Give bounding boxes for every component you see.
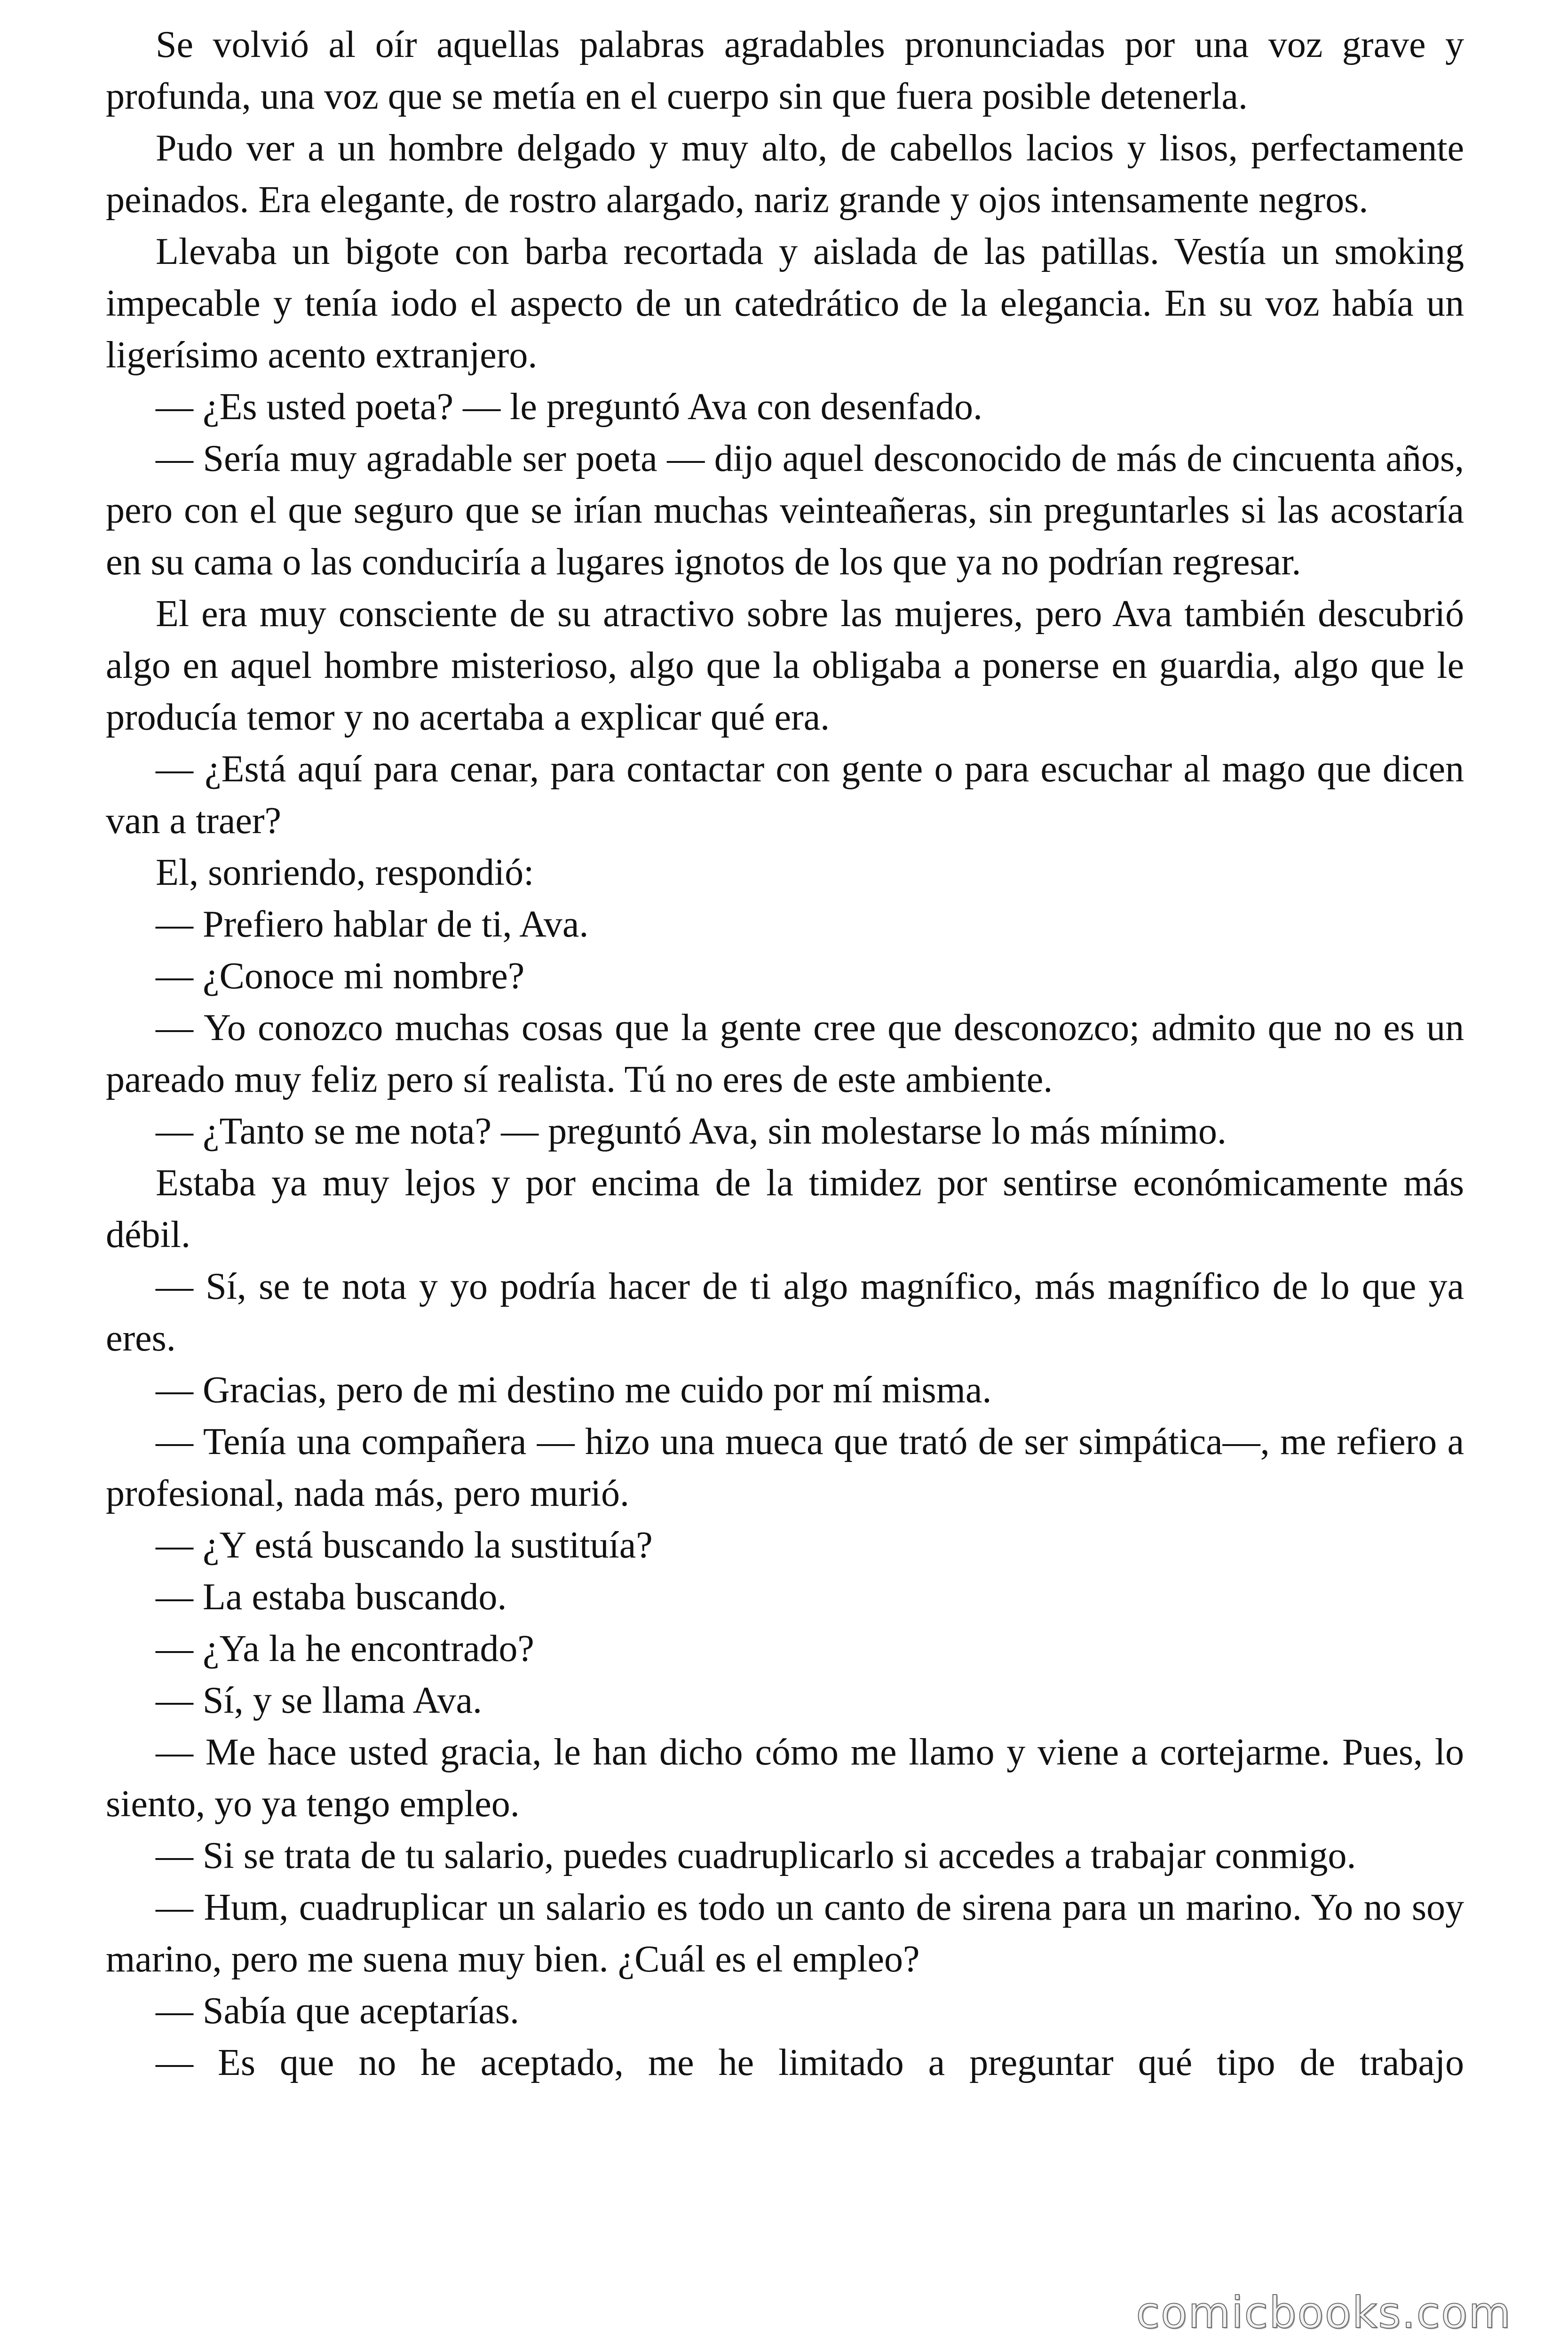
- paragraph-11: — Yo conozco muchas cosas que la gente cree que desconozco; admito que no es un pareado muy feliz pero sí realista. Tú no eres de este ambiente.: [106, 1007, 1464, 1100]
- paragraph-25: — Es que no he aceptado, me he limitado a preguntar qué tipo de trabajo: [156, 2042, 1464, 2083]
- paragraph-18: — La estaba buscando.: [156, 1576, 507, 1618]
- paragraph-2: Pudo ver a un hombre delgado y muy alto, de cabellos lacios y lisos, perfectamente peinados. Era elegante, de rostro alargado, nariz grande y ojos intensamente negros.: [106, 127, 1464, 221]
- watermark-logo: comicbooks.com: [1136, 2288, 1512, 2338]
- paragraph-24: — Sabía que aceptarías.: [156, 1990, 520, 2032]
- paragraph-12: — ¿Tanto se me nota? — preguntó Ava, sin molestarse lo más mínimo.: [156, 1111, 1227, 1152]
- paragraph-17: — ¿Y está buscando la sustituía?: [156, 1525, 653, 1566]
- paragraph-5: — Sería muy agradable ser poeta — dijo aquel desconocido de más de cincuenta años, pero con el que seguro que se irían muchas veinteañeras, sin preguntarles si las acostaría en su cama o las conduciría a lugares ignotos de los que ya no podrían regresar.: [106, 438, 1464, 583]
- paragraph-6: El era muy consciente de su atractivo sobre las mujeres, pero Ava también descubrió algo en aquel hombre misterioso, algo que la obligaba a ponerse en guardia, algo que le producía temor y no acertaba a explicar qué era.: [106, 593, 1464, 738]
- paragraph-4: — ¿Es usted poeta? — le preguntó Ava con desenfado.: [156, 386, 982, 428]
- paragraph-15: — Gracias, pero de mi destino me cuido por mí misma.: [156, 1369, 992, 1411]
- paragraph-22: — Si se trata de tu salario, puedes cuadruplicarlo si accedes a trabajar conmigo.: [156, 1835, 1356, 1876]
- paragraph-3: Llevaba un bigote con barba recortada y aislada de las patillas. Vestía un smoking impecable y tenía iodo el aspecto de un catedrático de la elegancia. En su voz había un ligerísimo acento extranjero.: [106, 231, 1464, 376]
- paragraph-14: — Sí, se te nota y yo podría hacer de ti algo magnífico, más magnífico de lo que ya eres.: [106, 1266, 1464, 1359]
- paragraph-10: — ¿Conoce mi nombre?: [156, 955, 525, 997]
- page-text: [106, 19, 1464, 2089]
- paragraph-16: — Tenía una compañera — hizo una mueca que trató de ser simpática—, me refiero a profesional, nada más, pero murió.: [106, 1421, 1464, 1514]
- paragraph-7: — ¿Está aquí para cenar, para contactar con gente o para escuchar al mago que dicen van a traer?: [106, 748, 1464, 842]
- paragraph-21: — Me hace usted gracia, le han dicho cómo me llamo y viene a cortejarme. Pues, lo siento, yo ya tengo empleo.: [106, 1732, 1464, 1825]
- paragraph-19: — ¿Ya la he encontrado?: [156, 1628, 534, 1669]
- paragraph-1: Se volvió al oír aquellas palabras agradables pronunciadas por una voz grave y profunda, una voz que se metía en el cuerpo sin que fuera posible detenerla.: [106, 24, 1464, 117]
- paragraph-8: El, sonriendo, respondió:: [156, 852, 534, 893]
- paragraph-13: Estaba ya muy lejos y por encima de la timidez por sentirse económicamente más débil.: [106, 1162, 1464, 1255]
- paragraph-9: — Prefiero hablar de ti, Ava.: [156, 904, 589, 945]
- paragraph-20: — Sí, y se llama Ava.: [156, 1680, 482, 1721]
- paragraph-23: — Hum, cuadruplicar un salario es todo un canto de sirena para un marino. Yo no soy marino, pero me suena muy bien. ¿Cuál es el empleo?: [106, 1887, 1464, 1980]
